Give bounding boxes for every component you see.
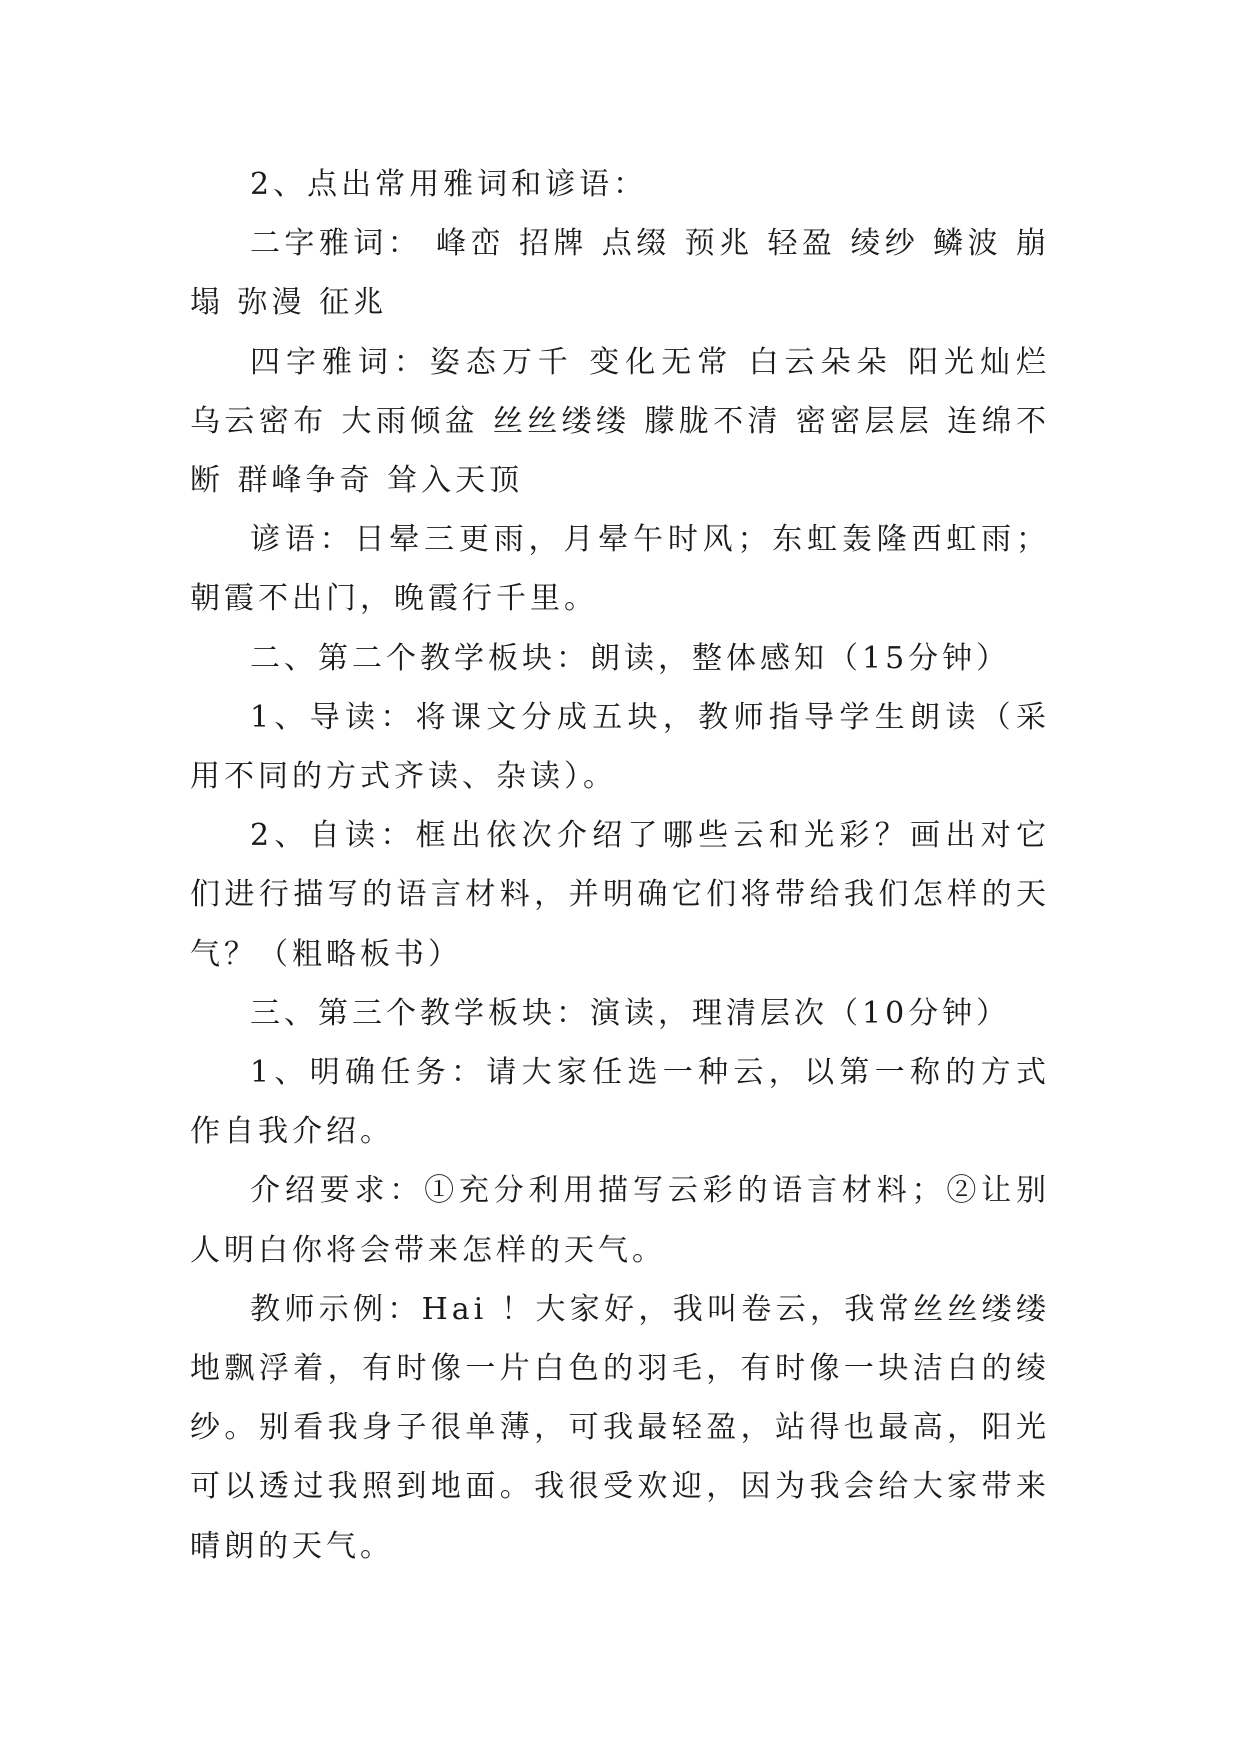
paragraph-task: 1、明确任务：请大家任选一种云，以第一称的方式作自我介绍。 xyxy=(190,1055,1050,1150)
paragraph-proverbs: 谚语：日晕三更雨，月晕午时风；东虹轰隆西虹雨；朝霞不出门，晚霞行千里。 xyxy=(190,522,1050,617)
section-heading-performance: 三、第三个教学板块：演读，理清层次（10分钟） xyxy=(250,995,1011,1031)
paragraph-guided-reading: 1、导读：将课文分成五块，教师指导学生朗读（采用不同的方式齐读、杂读）。 xyxy=(190,699,1050,795)
paragraph-self-reading: 2、自读：框出依次介绍了哪些云和光彩？画出对它们进行描写的语言材料，并明确它们将带给我们怎样的天气？（粗略板书） xyxy=(190,818,1050,972)
paragraph-four-char-words: 四字雅词：姿态万千 变化无常 白云朵朵 阳光灿烂 乌云密布 大雨倾盆 丝丝缕缕 朦胧不清 密密层层 连绵不断 群峰争奇 耸入天顶 xyxy=(190,344,1050,499)
paragraph-two-char-words: 二字雅词： 峰峦 招牌 点缀 预兆 轻盈 绫纱 鳞波 崩塌 弥漫 征兆 xyxy=(190,226,1050,321)
paragraph-teacher-example: 教师示例：Hai ！大家好，我叫卷云，我常丝丝缕缕地飘浮着，有时像一片白色的羽毛，有时像一块洁白的绫纱。别看我身子很单薄，可我最轻盈，站得也最高，阳光可以透过我照到地面。我很受欢迎，因为我会给大家带来晴朗的天气。 xyxy=(190,1291,1050,1564)
section-heading-reading: 二、第二个教学板块：朗读，整体感知（15分钟） xyxy=(250,640,1011,676)
paragraph-vocab-heading: 2、点出常用雅词和谚语： xyxy=(250,167,648,202)
body-text xyxy=(190,155,1050,1576)
paragraph-requirements: 介绍要求：①充分利用描写云彩的语言材料；②让别人明白你将会带来怎样的天气。 xyxy=(190,1173,1050,1268)
